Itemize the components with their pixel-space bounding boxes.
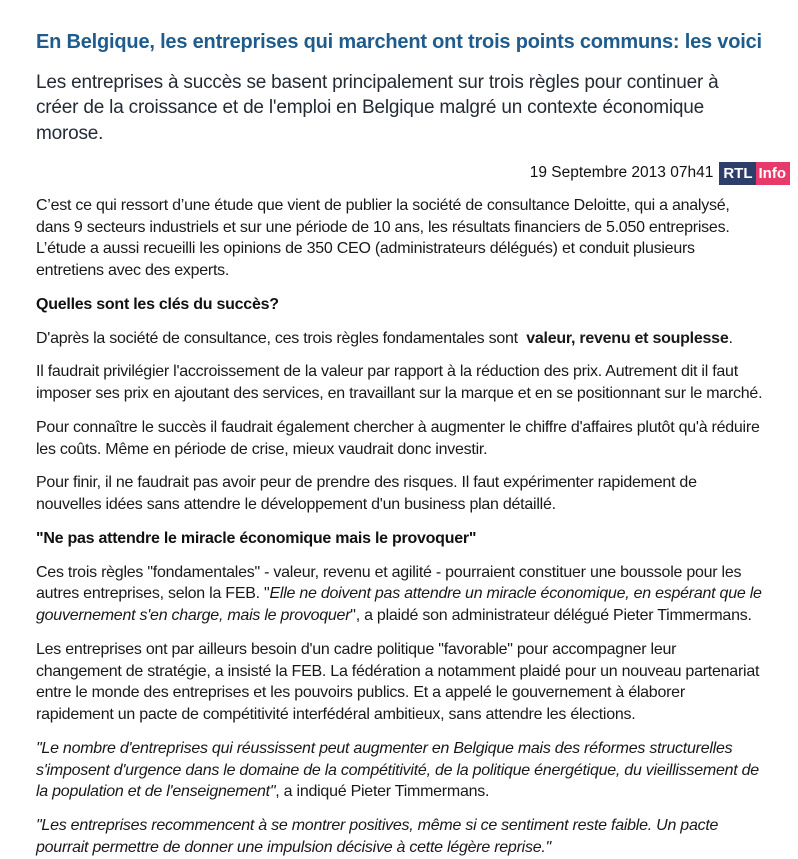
rtl-logo-segment: RTL [719, 162, 755, 185]
text-segment: , a indiqué Pieter Timmermans. [275, 783, 490, 801]
text-segment: Pour finir, il ne faudrait pas avoir peur de prendre des risques. Il faut expérimenter rapidement de nouvelles idées sans attendre le développement d'un business plan détaillé. [36, 474, 697, 514]
text-segment: Il faudrait privilégier l'accroissement de la valeur par rapport à la réduction des prix. Autrement dit il faut imposer ses prix en ajoutant des services, en travaillant sur la marque et en se positionnant sur le marché. [36, 363, 763, 403]
article-title: En Belgique, les entreprises qui marchent ont trois points communs: les voici [36, 31, 762, 53]
text-segment: Pour connaître le succès il faudrait également chercher à augmenter le chiffre d'affaires plutôt qu'à réduire les coûts. Même en période de crise, mieux vaudrait donc investir. [36, 418, 760, 458]
text-segment: Ces trois règles "fondamentales" - valeur, revenu et agilité - pourraient constituer une boussole pour les autres entreprises, selon la FEB. " [36, 563, 742, 603]
paragraph [36, 562, 764, 627]
text-segment: D'après la société de consultance, ces trois règles fondamentales sont [36, 329, 527, 347]
paragraph [36, 738, 764, 803]
text-segment: C’est ce qui ressort d’une étude que vient de publier la société de consultance Deloitte, qui a analysé, dans 9 secteurs industriels et sur une période de 10 ans, les résultats financiers de 5.050 entreprises. L’étude a aussi recueilli les opinions de 350 CEO (administrateurs délégués) et conduit plusieurs entretiens avec des experts. [36, 196, 730, 280]
text-segment: "Les entreprises recommencent à se montrer positives, même si ce sentiment reste faible. Un pacte pourrait permettre de donner une impulsion décisive à cette légère reprise." [36, 817, 719, 856]
text-segment: Elle ne doivent pas attendre un miracle économique, en espérant que le gouvernement s'en charge, mais le provoquer [36, 585, 762, 625]
section-heading [36, 528, 764, 550]
paragraph [36, 328, 764, 350]
article-subtitle: Les entreprises à succès se basent principalement sur trois règles pour continuer à créer de la croissance et de l'emploi en Belgique malgré un contexte économique morose. [36, 72, 719, 144]
text-segment: "Ne pas attendre le miracle économique mais le provoquer" [36, 529, 477, 547]
paragraph [36, 639, 764, 726]
text-segment: Quelles sont les clés du succès? [36, 295, 279, 313]
article-body [36, 195, 764, 859]
text-segment: Les entreprises ont par ailleurs besoin d'un cadre politique "favorable" pour accompagner leur changement de stratégie, a insisté la FEB. La fédération a notamment plaidé pour un nouveau partenariat entre le monde des entreprises et les pouvoirs publics. Et a appelé le gouvernement à élaborer rapidement un pacte de compétitivité interfédéral ambitieux, sans attendre les élections. [36, 640, 760, 724]
text-segment: . [728, 329, 733, 347]
paragraph [36, 417, 764, 461]
publish-date: 19 Septembre 2013 07h41 [529, 164, 714, 182]
info-logo-segment: Info [756, 162, 791, 185]
paragraph [36, 815, 764, 859]
paragraph [36, 472, 764, 516]
paragraph [36, 361, 764, 405]
rtl-info-logo [719, 162, 790, 185]
text-segment: valeur, revenu et souplesse [526, 329, 729, 347]
paragraph [36, 195, 764, 282]
article-meta [36, 162, 790, 185]
section-heading [36, 294, 764, 316]
text-segment: "Le nombre d'entreprises qui réussissent peut augmenter en Belgique mais des réformes structurelles s'imposent d'urgence dans le domaine de la compétitivité, de la politique énergétique, du vieillissement de la population et de l'enseignement" [36, 739, 759, 801]
text-segment: ", a plaidé son administrateur délégué Pieter Timmermans. [350, 607, 752, 625]
